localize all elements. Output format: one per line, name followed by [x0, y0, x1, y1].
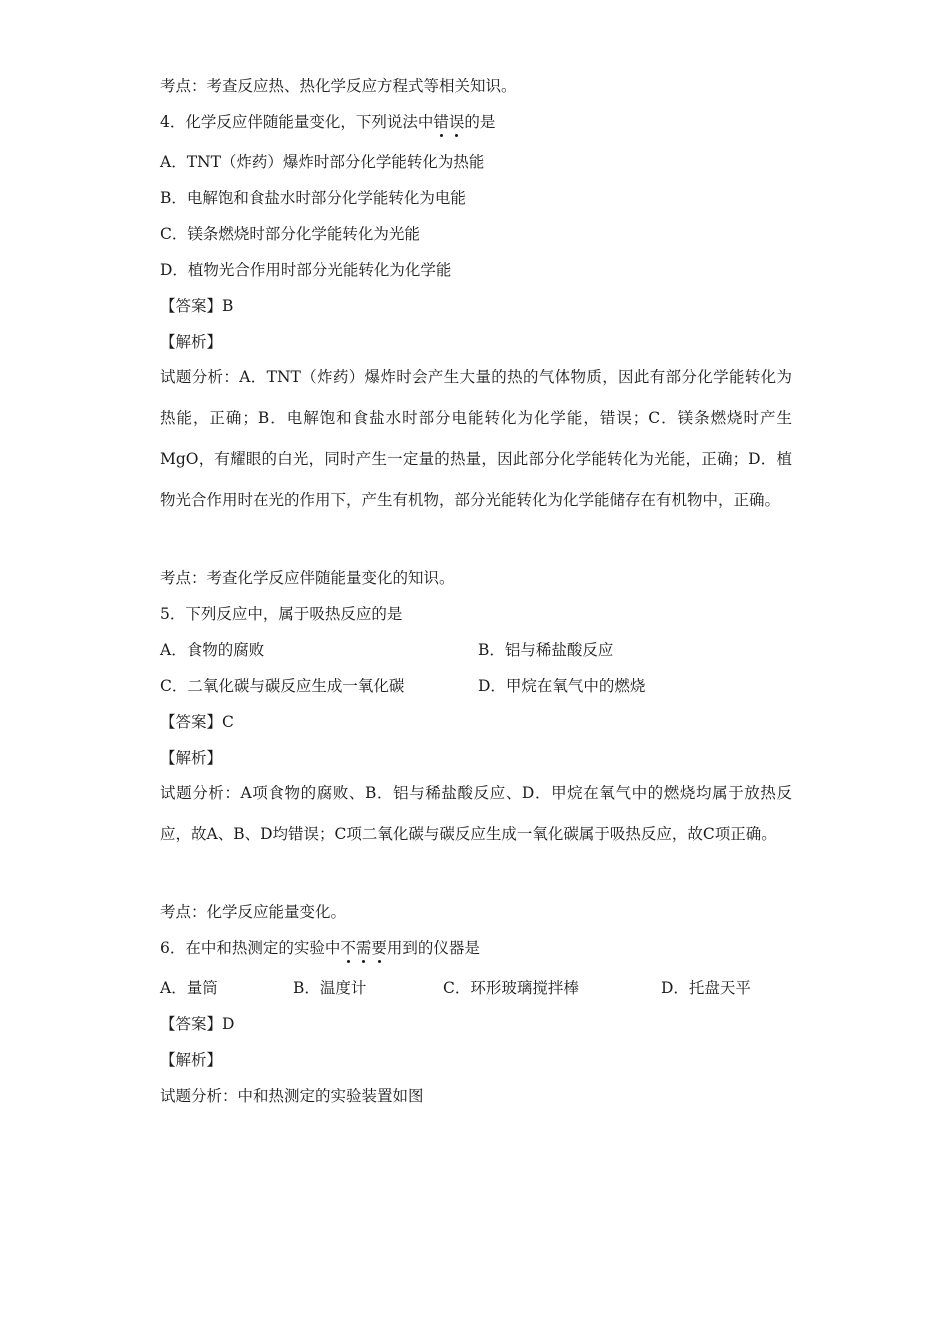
q6-option-d: D．托盘天平 — [661, 979, 751, 997]
question-5: 5．下列反应中，属于吸热反应的是 — [160, 605, 403, 623]
q6-analysis-heading: 【解析】 — [160, 1051, 223, 1069]
question-6-tail: 用到的仪器是 — [386, 939, 480, 957]
q5-analysis-heading: 【解析】 — [160, 749, 223, 767]
q4-answer: 【答案】B — [160, 297, 234, 315]
q6-option-a: A．量筒 — [160, 979, 218, 997]
q4-analysis-heading: 【解析】 — [160, 333, 223, 351]
q5-option-d: D．甲烷在氧气中的燃烧 — [478, 677, 646, 695]
q5-options-row-1 — [160, 639, 800, 661]
q5-option-b: B．铝与稀盐酸反应 — [478, 641, 614, 659]
q5-option-a: A．食物的腐败 — [160, 641, 265, 659]
emphasis-char: 错 — [433, 113, 449, 131]
question-6 — [160, 937, 480, 959]
question-4-text: 4．化学反应伴随能量变化，下列说法中 — [160, 113, 434, 131]
emphasis-char: 要 — [371, 939, 387, 957]
q6-option-c: C．环形玻璃搅拌棒 — [443, 979, 579, 997]
q4-analysis: 试题分析：A．TNT（炸药）爆炸时会产生大量的热的气体物质，因此有部分化学能转化为热能，正确；B．电解饱和食盐水时部分电能转化为化学能，错误；C．镁条燃烧时产生MgO，有耀眼的白光，同时产生一定量的热量，因此部分化学能转化为光能，正确；D．植物光合作用时在光的作用下，产生有机物，部分光能转化为化学能储存在有机物中，正确。 — [160, 368, 792, 509]
note-q5: 考点：化学反应能量变化。 — [160, 903, 347, 921]
question-4 — [160, 111, 495, 133]
question-6-text: 6．在中和热测定的实验中 — [160, 939, 341, 957]
note-q3: 考点：考查反应热、热化学反应方程式等相关知识。 — [160, 77, 517, 95]
emphasis-char: 需 — [355, 939, 372, 957]
q4-option-c: C．镁条燃烧时部分化学能转化为光能 — [160, 225, 420, 243]
emphasis-char: 误 — [448, 113, 465, 131]
q4-option-a: A．TNT（炸药）爆炸时部分化学能转化为热能 — [160, 153, 485, 171]
q6-analysis: 试题分析：中和热测定的实验装置如图 — [160, 1087, 424, 1105]
emphasis-char: 不 — [340, 939, 356, 957]
q6-answer: 【答案】D — [160, 1015, 235, 1033]
q6-option-b: B．温度计 — [293, 979, 367, 997]
q5-options-row-2 — [160, 675, 800, 697]
q4-option-d: D．植物光合作用时部分光能转化为化学能 — [160, 261, 452, 279]
q6-options-row — [160, 977, 800, 999]
q4-option-b: B．电解饱和食盐水时部分化学能转化为电能 — [160, 189, 466, 207]
q5-option-c: C．二氧化碳与碳反应生成一氧化碳 — [160, 677, 405, 695]
q5-answer: 【答案】C — [160, 713, 234, 731]
note-q4: 考点：考查化学反应伴随能量变化的知识。 — [160, 569, 455, 587]
q5-analysis: 试题分析：A项食物的腐败、B．铝与稀盐酸反应、D．甲烷在氧气中的燃烧均属于放热反应，故A、B、D均错误；C项二氧化碳与碳反应生成一氧化碳属于吸热反应，故C项正确。 — [160, 784, 792, 843]
question-4-tail: 的是 — [464, 113, 496, 131]
